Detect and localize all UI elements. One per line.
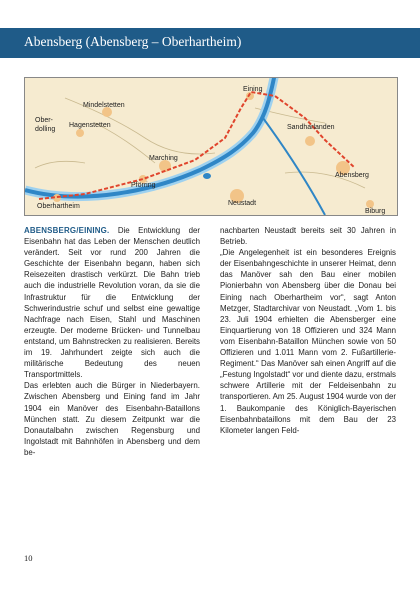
paragraph: Das erlebten auch die Bürger in Niederbayern. Zwischen Abensberg und Eining fand im Jahr 1904 ein Manöver des Eisenbahn-Bataillons München statt. Zu diesem Zeitpunkt war die Donautalbahn zwischen Regensburg und Ingolstadt mit Bahnhöfen in Abensberg und dem be- bbox=[24, 381, 200, 457]
label-abensberg: Abensberg bbox=[335, 172, 369, 179]
label-sandharlanden: Sandharlanden bbox=[287, 124, 335, 131]
label-hagenstetten: Hagenstetten bbox=[69, 122, 111, 129]
text-column-right bbox=[220, 225, 396, 436]
paragraph: nachbarten Neustadt bereits seit 30 Jahren in Betrieb. bbox=[220, 226, 396, 247]
chapter-title: Abensberg (Abensberg – Oberhartheim) bbox=[24, 34, 242, 49]
label-oberhartheim: Oberhartheim bbox=[37, 203, 80, 210]
map-svg bbox=[25, 78, 397, 215]
text-column-left bbox=[24, 225, 200, 458]
lake bbox=[203, 173, 211, 179]
label-mindelstetten: Mindelstetten bbox=[83, 102, 125, 109]
label-marching: Marching bbox=[149, 155, 178, 162]
paragraph bbox=[24, 225, 200, 380]
place-marker-hagenstetten bbox=[76, 129, 84, 137]
place-marker-biburg bbox=[366, 200, 374, 208]
label-neustadt: Neustadt bbox=[228, 200, 257, 207]
route-map bbox=[24, 77, 398, 216]
page-number: 10 bbox=[24, 553, 33, 563]
lead-in: ABENSBERG/EINING. bbox=[24, 226, 110, 235]
place-marker-sandharlanden bbox=[305, 136, 315, 146]
label-oberdolling-1: Ober- bbox=[35, 117, 53, 124]
paragraph: „Die Angelegenheit ist ein besonderes Ereignis der Eisenbahngeschichte in unserer Heimat, denn das Manöver sah den Bau einer mobilen Pionierbahn von Abensberg über die Donau bei Eining nach Oberhartheim vor“, sagt Anton Metzger, Stadtarchivar von Neustadt. „Vom 1. bis 23. Juli 1904 erhielten die Abensberger eine Einquartierung von 18 Offizieren und 324 Mann vom Eisenbahn-Bataillon München sowie von 50 Offizieren und 1.011 Mann vom 2. Fußartillerie-Regiment.“ Das Manöver sah einen Angriff auf die „Festung Ingolstadt“ vor und diente dazu, erstmals schwere Artillerie mit der Feldeisenbahn zu transportieren. Am 25. August 1904 wurde von der 1. Baukompanie des Königlich-Bayerischen Eisenbahnbataillons mit dem Bau der 23 Kilometer langen Feld- bbox=[220, 248, 396, 435]
label-pfoerring: Pförring bbox=[131, 182, 156, 189]
paragraph-text: Die Entwicklung der Eisenbahn hat das Leben der Menschen deutlich verändert. Seit vor rund 200 Jahren die Geschichte der Eisenbahn begann, haben sich Reisezeiten drastisch verkürzt. Die Bahn trieb auch die industrielle Revolution voran, da sie die Infrastruktur für die Entwicklung der Schwerindustrie schuf und selbst eine gewaltige Nachfrage nach Eisen, Stahl und Maschinen erzeugte. Der moderne Brücken- und Tunnelbau entstand, um Bahnstrecken zu realisieren. Bereits im 19. Jahrhundert zeigte sich auch die militärische Bedeutung des neuen Transportmittels. bbox=[24, 226, 200, 380]
label-biburg: Biburg bbox=[365, 208, 386, 215]
label-eining: Eining bbox=[243, 86, 263, 93]
label-oberdolling-2: dolling bbox=[35, 126, 56, 133]
chapter-title-bar bbox=[0, 28, 420, 58]
